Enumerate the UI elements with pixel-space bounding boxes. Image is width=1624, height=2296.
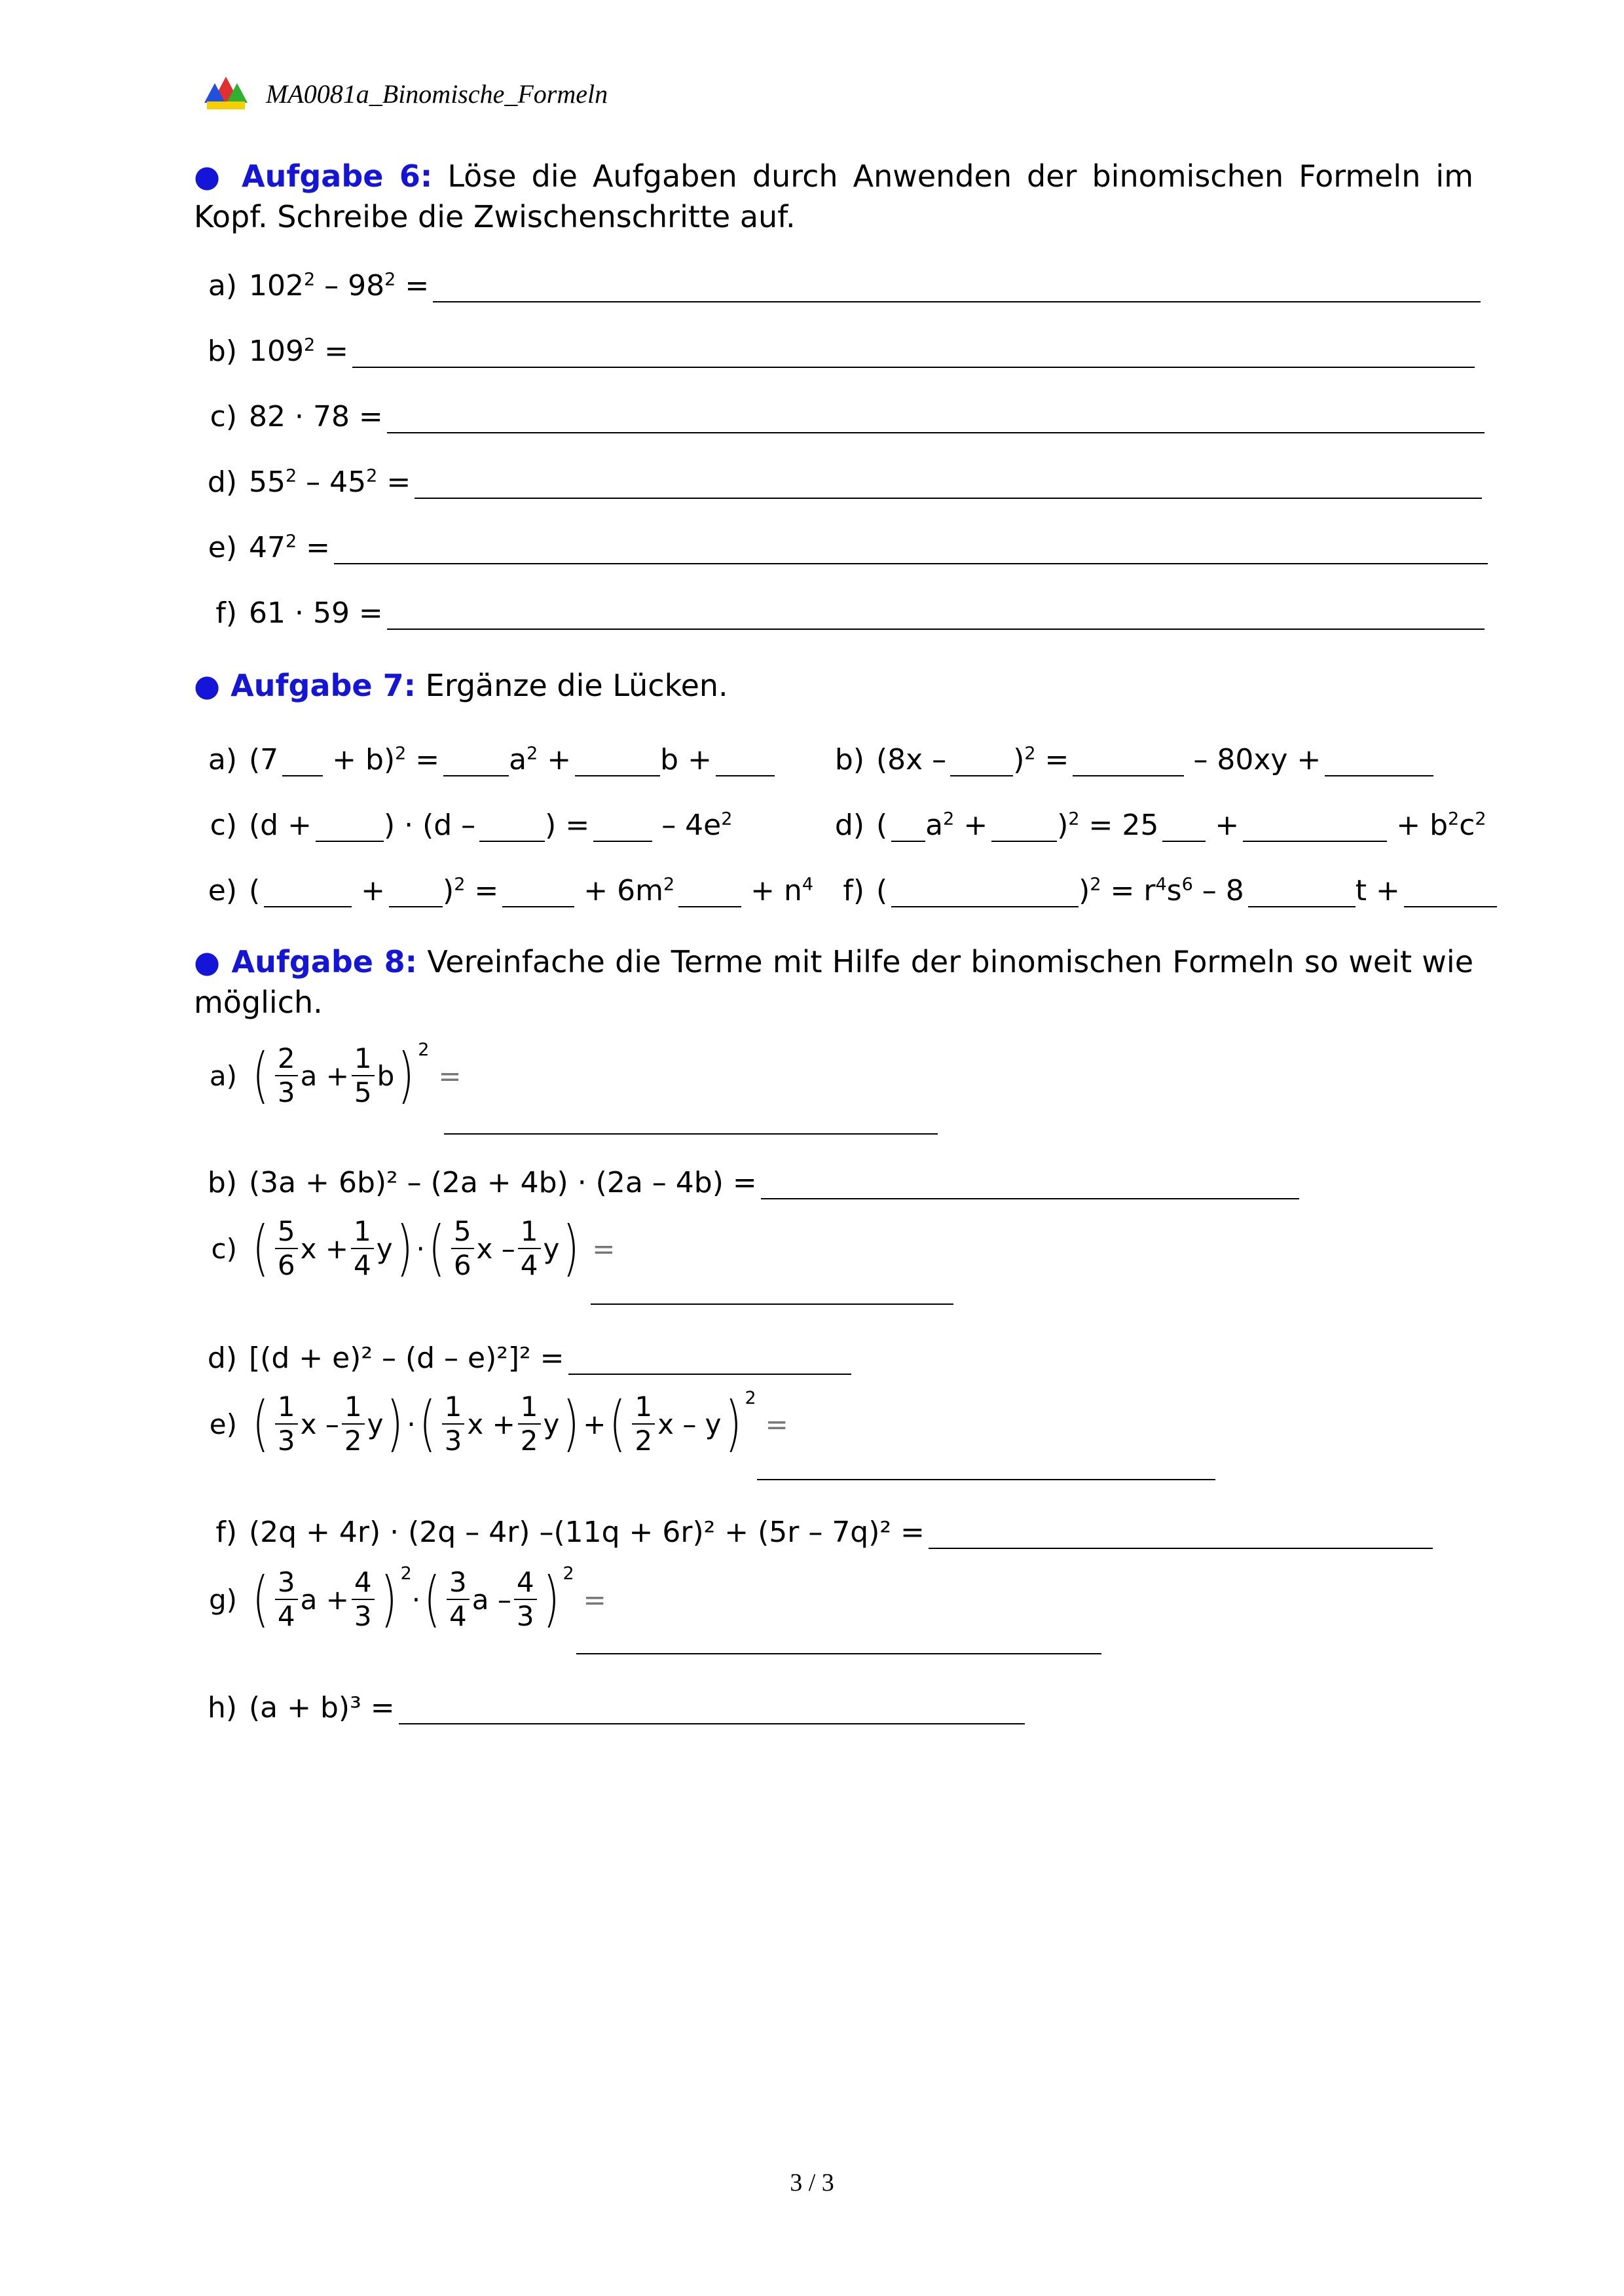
task-6-item-b: b) $109^2$ = (194, 322, 1475, 368)
task-8-item-b: b) (3a + 6b)² – (2a + 4b) · (2a – 4b) = (194, 1154, 1299, 1199)
gap[interactable] (282, 774, 323, 776)
task-6-item-d: d) $55^2 - 45^2$ = (194, 453, 1482, 499)
answer-line[interactable] (387, 431, 1485, 433)
task-7-item-b: b) (8x – )$^2$ = – 80xy + (821, 731, 1433, 776)
gap[interactable] (1248, 905, 1356, 907)
task-8-instruction (194, 941, 1473, 1023)
task-8-item-h: h) (a + b)³ = (194, 1679, 1025, 1724)
gap[interactable] (443, 774, 509, 776)
gap[interactable] (593, 840, 652, 842)
gap[interactable] (575, 774, 660, 776)
gap[interactable] (991, 840, 1057, 842)
task-7-instruction (194, 665, 1473, 706)
gap[interactable] (264, 905, 352, 907)
gap[interactable] (1243, 840, 1387, 842)
gap[interactable] (716, 774, 775, 776)
answer-line[interactable] (433, 301, 1481, 302)
gap[interactable] (1404, 905, 1497, 907)
gap[interactable] (1325, 774, 1433, 776)
colored-triangles-logo-icon (203, 75, 249, 112)
task-7-item-a: a) (7 + b)$^2$ = $a^2$ + b + (194, 731, 775, 776)
task-8-item-f: f) (2q + 4r) · (2q – 4r) –(11q + 6r)² + (5r – 7q)² = (194, 1503, 1433, 1549)
answer-line[interactable] (352, 366, 1475, 368)
gap[interactable] (891, 905, 1079, 907)
task-7-item-f: f) ( )$^2 = r^4s^6 - 8$ t + (821, 862, 1497, 907)
task-6-item-f: f) 61 · 59 = (194, 584, 1485, 630)
task-6-instruction (194, 156, 1473, 237)
task-6-item-a: a) $102^2 - 98^2$ = (194, 257, 1481, 302)
gap[interactable] (316, 840, 384, 842)
answer-line[interactable] (399, 1722, 1025, 1724)
answer-line[interactable] (929, 1547, 1433, 1549)
gap[interactable] (389, 905, 443, 907)
answer-line[interactable] (415, 497, 1482, 499)
answer-line[interactable] (591, 1303, 953, 1305)
answer-line[interactable] (444, 1133, 938, 1135)
task-8-item-d: d) [(d + e)² – (d – e)²]² = (194, 1329, 851, 1375)
task-6-label: ● Aufgabe 6: (194, 158, 433, 194)
gap[interactable] (891, 840, 925, 842)
task-7-label: ● Aufgabe 7: (194, 668, 416, 703)
answer-line[interactable] (334, 562, 1488, 564)
task-8-text: Vereinfache die Terme mit Hilfe der binomischen Formeln so weit wie möglich. (194, 944, 1474, 1020)
document-title: MA0081a_Binomische_Formeln (266, 79, 608, 109)
answer-line[interactable] (576, 1652, 1101, 1654)
answer-line[interactable] (761, 1197, 1299, 1199)
gap[interactable] (502, 905, 574, 907)
page-header (203, 73, 608, 114)
answer-line[interactable] (568, 1373, 851, 1375)
task-7-item-c: c) (d + ) · (d – ) = – $4e^2$ (210, 809, 733, 842)
task-6-item-c: c) 82 · 78 = (194, 388, 1485, 433)
task-8-item-g: g) ( $\frac{3}{4}$ a + $\frac{4}{3}$ ) 2 · ( $\frac{3}{4}$ a – $\frac{4}{3}$ ) 2 = (208, 1563, 606, 1634)
answer-line[interactable] (387, 628, 1485, 630)
task-6-item-e: e) $47^2$ = (194, 519, 1488, 564)
task-7-text: Ergänze die Lücken. (425, 668, 728, 703)
task-8-item-c: c) ( $\frac{5}{6}$ x + $\frac{1}{4}$ y ) · ( $\frac{5}{6}$ x – $\frac{1}{4}$ y ) = (211, 1213, 616, 1283)
task-7-item-d: d) ( $a^2$ + )$^2$ = 25 + + $b^2c^2$ (834, 809, 1486, 842)
gap[interactable] (1073, 774, 1184, 776)
task-8-item-e: e) ( $\frac{1}{3}$ x – $\frac{1}{2}$ y ) · ( $\frac{1}{3}$ x + $\frac{1}{2}$ y ) + ( $\frac{1}{2}$ x – y ) 2 = (209, 1388, 788, 1459)
gap[interactable] (479, 840, 545, 842)
task-6-text: Löse die Aufgaben durch Anwenden der binomischen Formeln im Kopf. Schreibe die Zwischenschritte auf. (194, 158, 1474, 234)
task-8-item-a: a) ( $\frac{2}{3}$ a + $\frac{1}{5}$ b ) 2 = (209, 1040, 462, 1110)
gap[interactable] (950, 774, 1013, 776)
task-7-item-e: e) ( + )$^2$ = + $6m^2$ + $n^4$ (208, 874, 814, 907)
answer-line[interactable] (757, 1478, 1215, 1480)
gap[interactable] (678, 905, 741, 907)
task-8-label: ● Aufgabe 8: (194, 944, 418, 979)
gap[interactable] (1162, 840, 1206, 842)
page-number: 3 / 3 (790, 2169, 834, 2196)
